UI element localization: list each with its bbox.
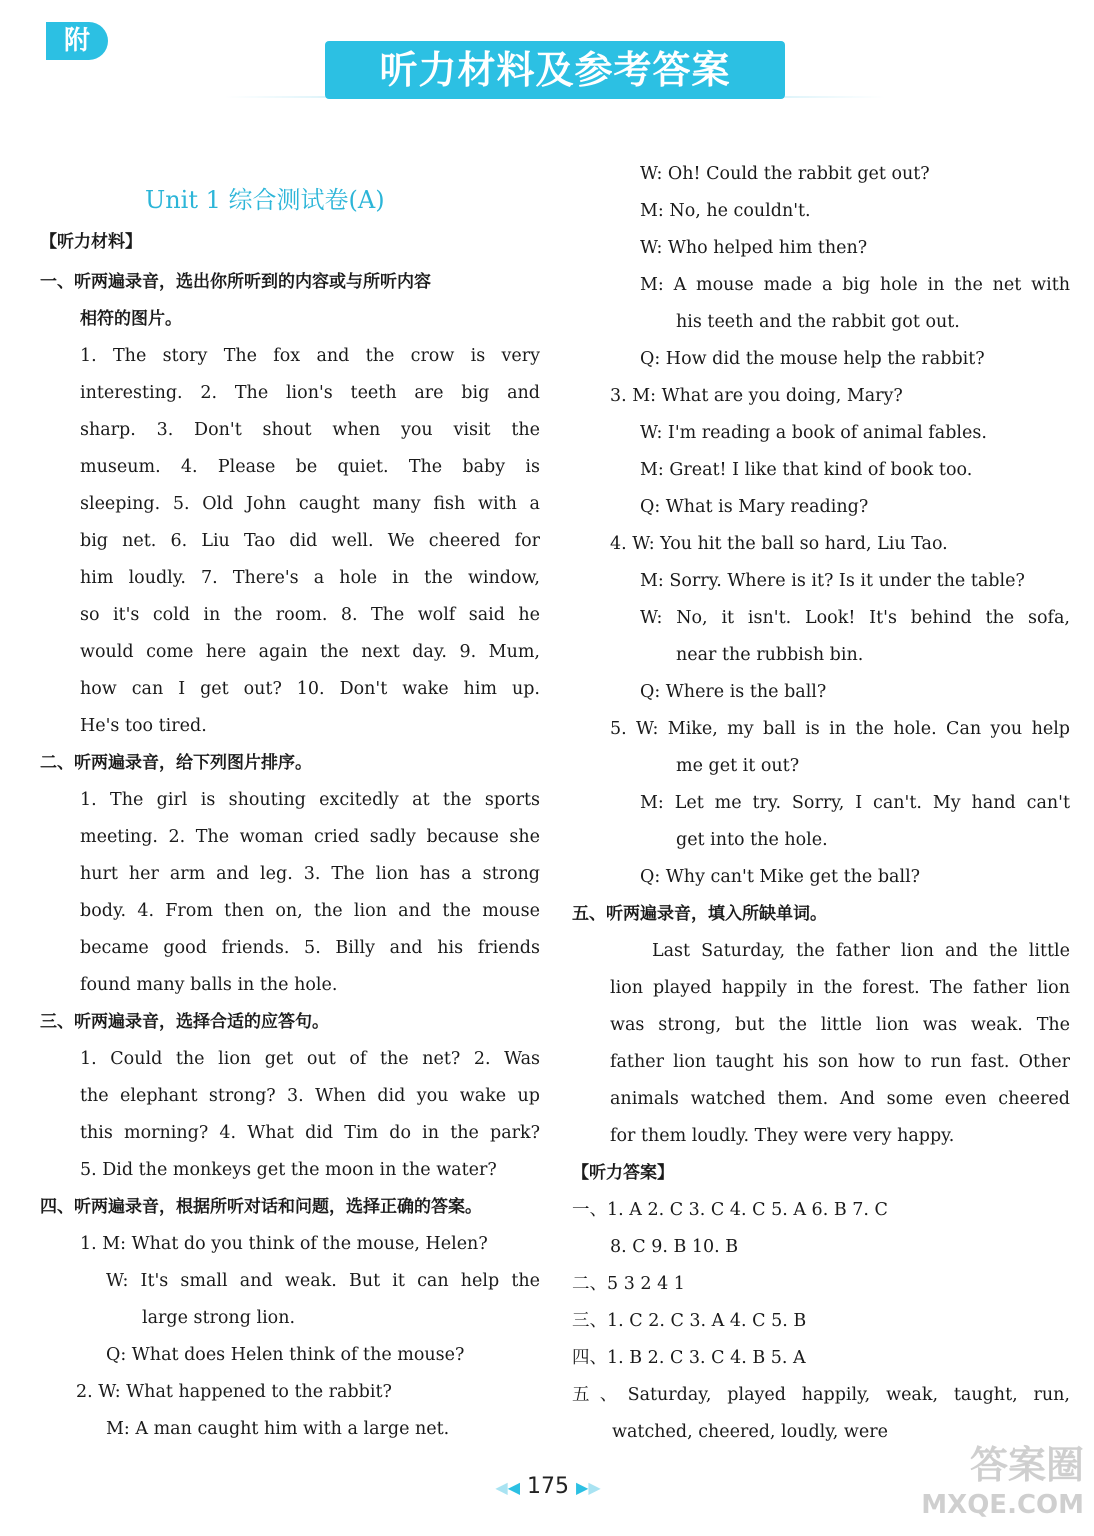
page-banner-title: 听力材料及参考答案 — [325, 41, 785, 99]
right-text-line: W: Who helped him then? — [640, 238, 868, 258]
right-text-line: Q: What is Mary reading? — [640, 497, 869, 517]
right-text-line: his teeth and the rabbit got out. — [676, 312, 960, 332]
next-arrow-light-icon: ▶ — [588, 1478, 601, 1497]
right-text-line: M: Let me try. Sorry, I can't. My hand can't — [640, 793, 1070, 813]
right-text-line: near the rubbish bin. — [676, 645, 864, 665]
left-text-line: found many balls in the hole. — [80, 975, 338, 995]
left-text-line: 1. M: What do you think of the mouse, Helen? — [80, 1234, 488, 1254]
left-text-line: 三、听两遍录音，选择合适的应答句。 — [40, 1012, 329, 1032]
right-text-line: 四、1. B 2. C 3. C 4. B 5. A — [572, 1348, 806, 1368]
left-text-line: 1. Could the lion get out of the net? 2. Was — [80, 1049, 540, 1069]
watermark-url: MXQE.COM — [921, 1490, 1084, 1520]
right-text-line: 二、5 3 2 4 1 — [572, 1274, 685, 1294]
left-text-line: became good friends. 5. Billy and his friends — [80, 938, 540, 958]
right-text-line: M: A mouse made a big hole in the net with — [640, 275, 1070, 295]
right-text-line: M: No, he couldn't. — [640, 201, 811, 221]
left-text-line: this morning? 4. What did Tim do in the park? — [80, 1123, 540, 1143]
page-number-area — [478, 1474, 618, 1499]
right-text-line: get into the hole. — [676, 830, 828, 850]
left-text-line: 二、听两遍录音，给下列图片排序。 — [40, 753, 312, 773]
left-text-line: Q: What does Helen think of the mouse? — [106, 1345, 465, 1365]
right-text-line: watched, cheered, loudly, were — [612, 1422, 888, 1442]
right-text-line: 4. W: You hit the ball so hard, Liu Tao. — [610, 534, 948, 554]
left-text-line: meeting. 2. The woman cried sadly because she — [80, 827, 540, 847]
left-text-line: sharp. 3. Don't shout when you visit the — [80, 420, 540, 440]
left-text-line: hurt her arm and leg. 3. The lion has a strong — [80, 864, 540, 884]
right-text-line: Last Saturday, the father lion and the little — [652, 941, 1070, 961]
prev-arrow-light-icon: ◀ — [495, 1478, 508, 1497]
right-text-line: animals watched them. And some even cheered — [610, 1089, 1070, 1109]
left-text-line: 1. The girl is shouting excitedly at the sports — [80, 790, 540, 810]
right-text-line: Q: How did the mouse help the rabbit? — [640, 349, 985, 369]
right-text-line: 5. W: Mike, my ball is in the hole. Can you help — [610, 719, 1070, 739]
right-text-line: 一、1. A 2. C 3. C 4. C 5. A 6. B 7. C — [572, 1200, 888, 1220]
right-text-line: was strong, but the little lion was weak. The — [610, 1015, 1070, 1035]
appendix-tag: 附 — [46, 22, 108, 60]
right-text-line: M: Sorry. Where is it? Is it under the table? — [640, 571, 1025, 591]
left-text-line: would come here again the next day. 9. Mum, — [80, 642, 540, 662]
left-text-line: M: A man caught him with a large net. — [106, 1419, 450, 1439]
left-text-line: 5. Did the monkeys get the moon in the water? — [80, 1160, 497, 1180]
left-text-line: the elephant strong? 3. When did you wake up — [80, 1086, 540, 1106]
right-text-line: 五、听两遍录音，填入所缺单词。 — [572, 904, 827, 924]
left-text-line: big net. 6. Liu Tao did well. We cheered for — [80, 531, 540, 551]
right-text-line: me get it out? — [676, 756, 800, 776]
watermark-text: 答案圈 — [969, 1443, 1084, 1487]
left-text-line: interesting. 2. The lion's teeth are big and — [80, 383, 540, 403]
next-arrow-icon: ▶ — [576, 1478, 589, 1497]
left-text-line: W: It's small and weak. But it can help the — [106, 1271, 540, 1291]
page-number: 175 — [527, 1474, 569, 1499]
right-text-line: 三、1. C 2. C 3. A 4. C 5. B — [572, 1311, 807, 1331]
left-text-line: museum. 4. Please be quiet. The baby is — [80, 457, 540, 477]
right-text-line: 【听力答案】 — [572, 1163, 674, 1183]
right-text-line: M: Great! I like that kind of book too. — [640, 460, 973, 480]
right-text-line: W: I'm reading a book of animal fables. — [640, 423, 987, 443]
right-text-line: Q: Why can't Mike get the ball? — [640, 867, 921, 887]
left-text-line: sleeping. 5. Old John caught many fish with a — [80, 494, 540, 514]
left-text-line: 一、听两遍录音，选出你所听到的内容或与所听内容 — [40, 272, 431, 292]
unit-title: Unit 1 综合测试卷(A) — [145, 186, 385, 214]
left-text-line: body. 4. From then on, the lion and the mouse — [80, 901, 540, 921]
left-text-line: 四、听两遍录音，根据所听对话和问题，选择正确的答案。 — [40, 1197, 482, 1217]
left-text-line: He's too tired. — [80, 716, 207, 736]
right-text-line: 8. C 9. B 10. B — [610, 1237, 739, 1257]
watermark-logo — [914, 1442, 1084, 1530]
left-text-line: 1. The story The fox and the crow is very — [80, 346, 540, 366]
right-text-line: W: No, it isn't. Look! It's behind the sofa, — [640, 608, 1070, 628]
left-text-line: how can I get out? 10. Don't wake him up. — [80, 679, 540, 699]
left-text-line: 相符的图片。 — [80, 309, 182, 329]
right-text-line: Q: Where is the ball? — [640, 682, 827, 702]
left-text-line: so it's cold in the room. 8. The wolf said he — [80, 605, 540, 625]
left-text-line: 2. W: What happened to the rabbit? — [76, 1382, 392, 1402]
left-text-line: large strong lion. — [142, 1308, 296, 1328]
left-text-line: him loudly. 7. There's a hole in the window, — [80, 568, 540, 588]
right-text-line: lion played happily in the forest. The father lion — [610, 978, 1070, 998]
left-text-line: 【听力材料】 — [40, 232, 142, 252]
right-text-line: for them loudly. They were very happy. — [610, 1126, 955, 1146]
right-text-line: father lion taught his son how to run fast. Other — [610, 1052, 1070, 1072]
right-text-line: 五、Saturday, played happily, weak, taught, run, — [572, 1385, 1070, 1405]
right-text-line: W: Oh! Could the rabbit get out? — [640, 164, 930, 184]
prev-arrow-icon: ◀ — [507, 1478, 520, 1497]
right-text-line: 3. M: What are you doing, Mary? — [610, 386, 903, 406]
